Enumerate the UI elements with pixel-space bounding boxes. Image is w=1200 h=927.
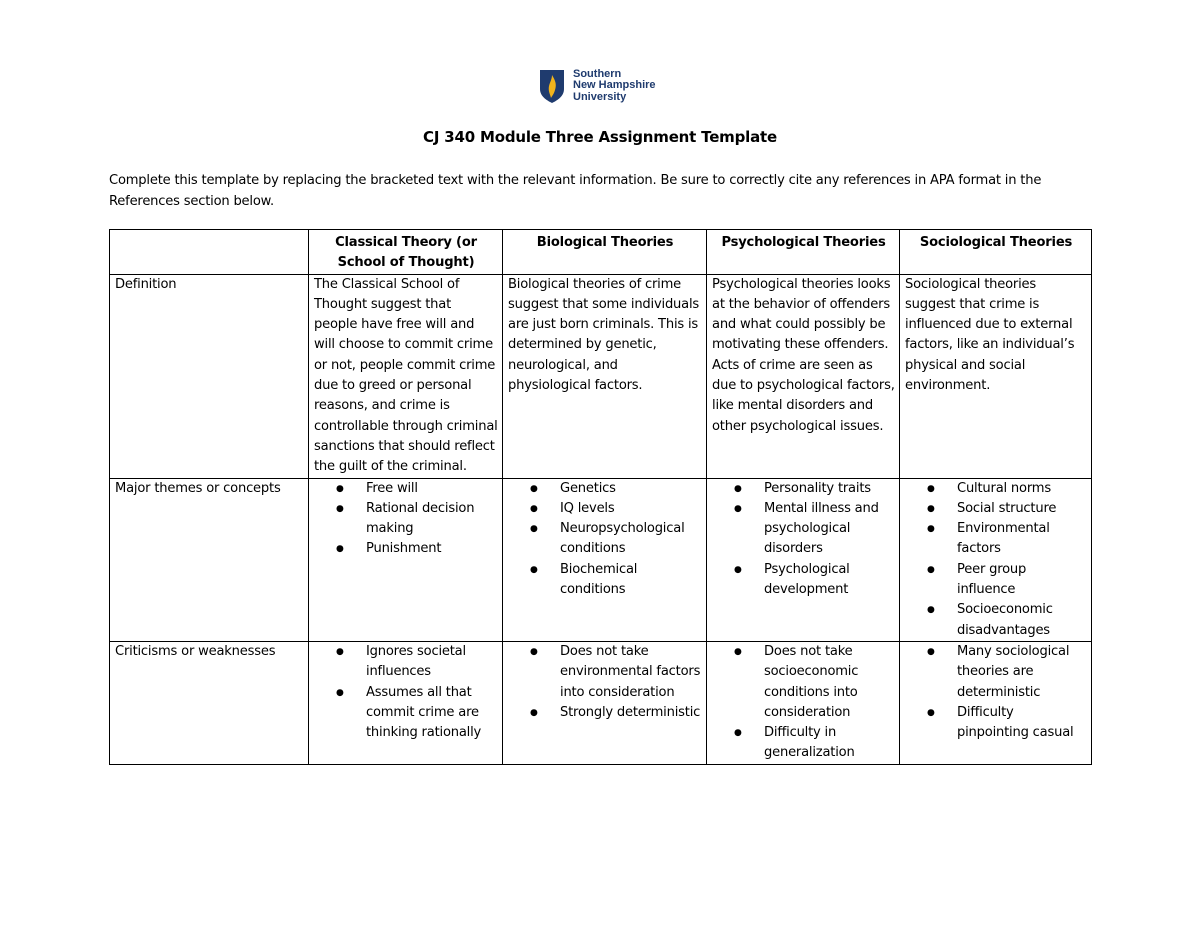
bullet-list [314,479,498,560]
bullet-list [508,479,702,601]
table-cell [707,641,900,764]
row-label: Criticisms or weaknesses [110,641,309,764]
list-item: ● Strongly deterministic [508,703,702,723]
list-item: ● Difficulty pinpointing casual [905,703,1087,744]
table-cell [900,478,1092,641]
bullet-list [905,642,1087,743]
table-row-criticisms [110,641,1092,764]
list-item: ● Assumes all that commit crime are thinking rationally [314,683,498,744]
list-item: ● Ignores societal influences [314,642,498,683]
list-item: ● Difficulty in generalization [712,723,895,764]
list-item: ● Many sociological theories are deterministic [905,642,1087,703]
table-cell [503,478,707,641]
table-cell [309,478,503,641]
table-cell [503,641,707,764]
instructions-paragraph: Complete this template by replacing the bracketed text with the relevant information. Be sure to correctly cite any references in APA format in the References section below. [109,173,1042,209]
list-item: ● Neuropsychological conditions [508,519,702,560]
table-cell [707,478,900,641]
table-cell [309,641,503,764]
list-item: ● Rational decision making [314,499,498,540]
header-cell-psychological: Psychological Theories [707,230,900,275]
logo-line-3: University [573,90,627,103]
table-row-major-themes [110,478,1092,641]
list-item: ● Mental illness and psychological disorders [712,499,895,560]
table-row-definition [110,274,1092,478]
bullet-list [712,479,895,601]
list-item: ● Does not take environmental factors into consideration [508,642,702,703]
bullet-list [314,642,498,743]
logo-line-2: New Hampshire [573,79,656,92]
list-item: ● Biochemical conditions [508,560,702,601]
header-cell-biological: Biological Theories [503,230,707,275]
table-cell: Psychological theories looks at the behavior of offenders and what could possibly be motivating these offenders. Acts of crime are seen as due to psychological factors, like mental disorders and other psychological issues. [707,274,900,478]
bullet-list [712,642,895,764]
list-item: ● Personality traits [712,479,895,499]
theories-table [109,229,1092,765]
document-title: CJ 340 Module Three Assignment Template [423,128,777,146]
table-cell: Sociological theories suggest that crime is influenced due to external factors, like an individual’s physical and social environment. [900,274,1092,478]
logo-wordmark [573,69,656,104]
university-logo [539,66,679,106]
row-label: Definition [110,274,309,478]
list-item: ● Social structure [905,499,1087,519]
logo-line-1: Southern [573,67,622,80]
list-item: ● Socioeconomic disadvantages [905,600,1087,641]
shield-flame-icon [539,69,565,104]
bullet-list [905,479,1087,641]
table-cell [900,641,1092,764]
list-item: ● Psychological development [712,560,895,601]
table-header-row [110,230,1092,275]
list-item: ● Environmental factors [905,519,1087,560]
table-cell: Biological theories of crime suggest that some individuals are just born criminals. This is determined by genetic, neurological, and physiological factors. [503,274,707,478]
list-item: ● Peer group influence [905,560,1087,601]
header-cell-empty [110,230,309,275]
list-item: ● Punishment [314,539,498,559]
header-cell-classical: Classical Theory (or School of Thought) [309,230,503,275]
table-cell: The Classical School of Thought suggest that people have free will and will choose to commit crime or not, people commit crime due to greed or personal reasons, and crime is controllable through criminal sanctions that should reflect the guilt of the criminal. [309,274,503,478]
row-label: Major themes or concepts [110,478,309,641]
list-item: ● Free will [314,479,498,499]
header-cell-sociological: Sociological Theories [900,230,1092,275]
list-item: ● Does not take socioeconomic conditions into consideration [712,642,895,723]
list-item: ● Cultural norms [905,479,1087,499]
list-item: ● Genetics [508,479,702,499]
list-item: ● IQ levels [508,499,702,519]
bullet-list [508,642,702,723]
